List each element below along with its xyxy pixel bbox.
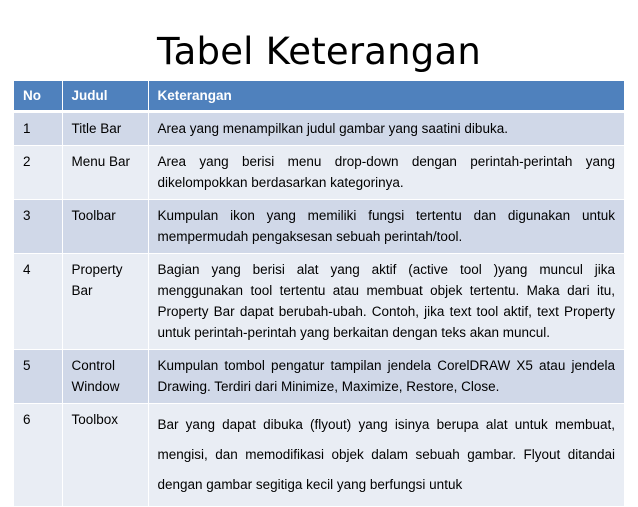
cell-no: 5 [14, 350, 62, 404]
header-keterangan: Keterangan [148, 81, 624, 112]
cell-no: 1 [14, 112, 62, 146]
cell-judul: Property Bar [62, 254, 148, 350]
cell-judul: Toolbox [62, 404, 148, 507]
cell-no: 6 [14, 404, 62, 507]
cell-judul: Menu Bar [62, 146, 148, 200]
table-row [14, 404, 624, 507]
table-row [14, 350, 624, 404]
header-judul: Judul [62, 81, 148, 112]
cell-judul: Control Window [62, 350, 148, 404]
cell-keterangan: Bagian yang berisi alat yang aktif (active tool )yang muncul jika menggunakan tool tertentu atau membuat objek tertentu. Maka dari itu, Property Bar dapat berubah-ubah. Contoh, jika text tool aktif, text Property untuk perintah-perintah yang berkaitan dengan teks akan muncul. [148, 254, 624, 350]
cell-judul: Title Bar [62, 112, 148, 146]
cell-keterangan: Kumpulan tombol pengatur tampilan jendela CorelDRAW X5 atau jendela Drawing. Terdiri dari Minimize, Maximize, Restore, Close. [148, 350, 624, 404]
table-row [14, 254, 624, 350]
cell-keterangan: Bar yang dapat dibuka (flyout) yang isinya berupa alat untuk membuat, mengisi, dan memodifikasi objek dalam sebuah gambar. Flyout ditandai dengan gambar segitiga kecil yang berfungsi untuk [148, 404, 624, 507]
header-no: No [14, 81, 62, 112]
table-row [14, 112, 624, 146]
cell-no: 4 [14, 254, 62, 350]
cell-keterangan: Area yang berisi menu drop-down dengan perintah-perintah yang dikelompokkan berdasarkan kategorinya. [148, 146, 624, 200]
cell-keterangan: Kumpulan ikon yang memiliki fungsi tertentu dan digunakan untuk mempermudah pengaksesan sebuah perintah/tool. [148, 200, 624, 254]
cell-no: 3 [14, 200, 62, 254]
cell-no: 2 [14, 146, 62, 200]
table-row [14, 146, 624, 200]
slide-title: Tabel Keterangan [156, 30, 482, 73]
table-row [14, 200, 624, 254]
description-table [14, 81, 624, 507]
cell-judul: Toolbar [62, 200, 148, 254]
table-header-row [14, 81, 624, 112]
cell-keterangan: Area yang menampilkan judul gambar yang saatini dibuka. [148, 112, 624, 146]
